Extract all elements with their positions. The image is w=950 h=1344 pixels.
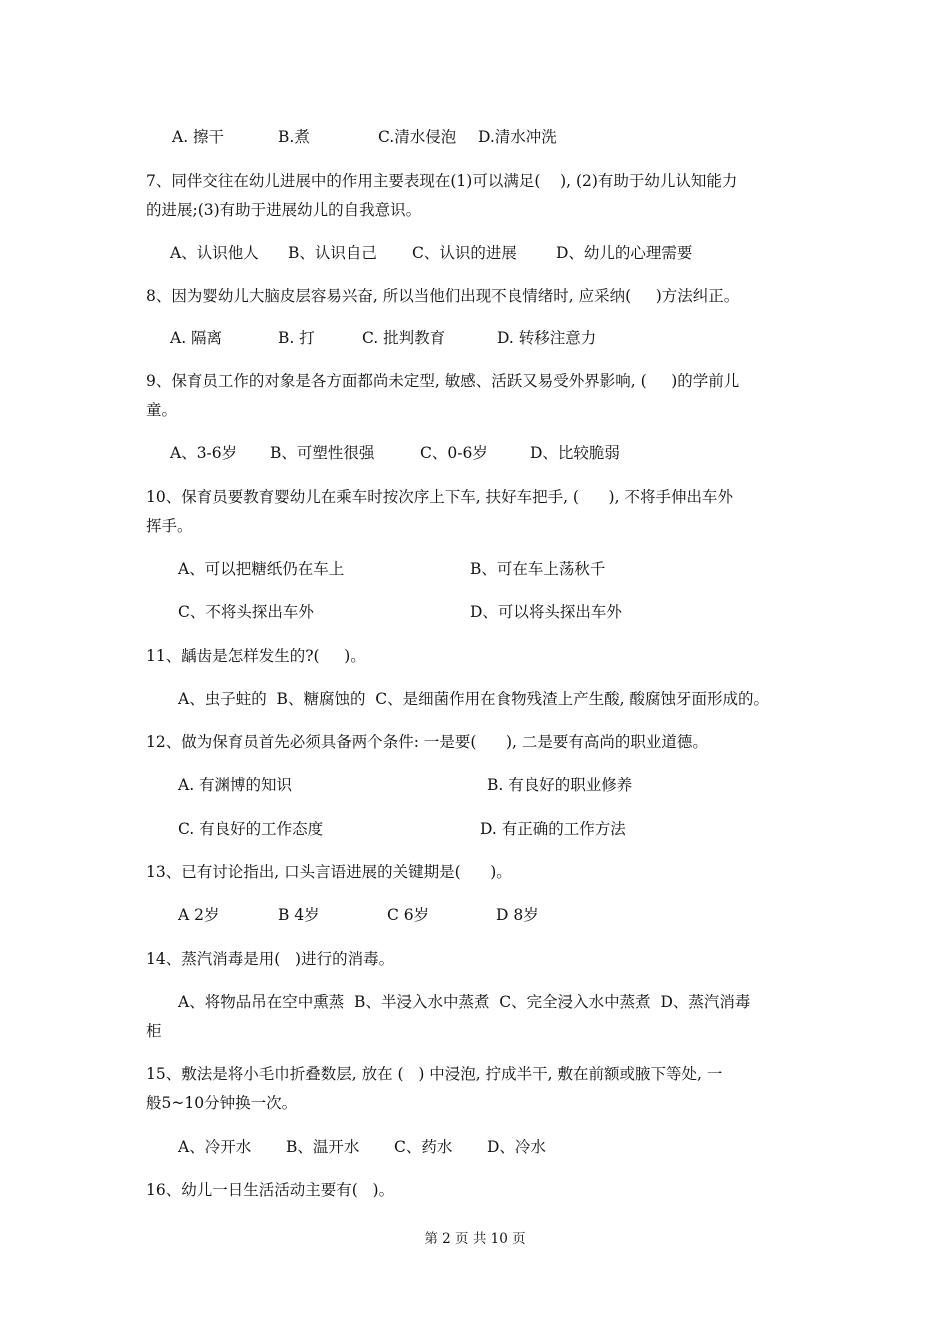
text-line: B、可塑性很强: [270, 444, 375, 462]
text-line: D、冷水: [487, 1138, 546, 1156]
text-line: A、可以把糖纸仍在车上: [178, 560, 345, 578]
text-line: D、比较脆弱: [530, 444, 620, 462]
text-line: A. 擦干: [172, 128, 225, 146]
text-line: C、药水: [394, 1138, 453, 1156]
text-line: D. 转移注意力: [497, 329, 597, 347]
text-line: A. 隔离: [170, 329, 223, 347]
text-line: 13、已有讨论指出, 口头言语进展的关键期是( )。: [146, 863, 512, 881]
text-line: C、认识的进展: [412, 244, 517, 262]
text-line: C 6岁: [387, 906, 430, 924]
text-line: C. 有良好的工作态度: [178, 820, 324, 838]
text-line: B. 有良好的职业修养: [487, 776, 633, 794]
text-line: 11、龋齿是怎样发生的?( )。: [146, 647, 366, 665]
text-line: A 2岁: [178, 906, 220, 924]
text-line: 般5~10分钟换一次。: [146, 1094, 298, 1112]
text-line: 16、幼儿一日生活活动主要有( )。: [146, 1181, 395, 1199]
text-line: B、温开水: [286, 1138, 360, 1156]
text-line: B、认识自己: [288, 244, 377, 262]
text-line: A、3-6岁: [170, 444, 238, 462]
text-line: 10、保育员要教育婴幼儿在乘车时按次序上下车, 扶好车把手, ( ), 不将手伸出车外: [146, 488, 733, 506]
text-line: B 4岁: [278, 906, 320, 924]
page-footer: 第 2 页 共 10 页: [424, 1231, 526, 1247]
text-line: 8、因为婴幼儿大脑皮层容易兴奋, 所以当他们出现不良情绪时, 应采纳( )方法纠正。: [146, 287, 740, 305]
text-line: A、认识他人: [170, 244, 259, 262]
text-line: 柜: [146, 1022, 162, 1040]
text-line: D、幼儿的心理需要: [556, 244, 693, 262]
text-line: 12、做为保育员首先必须具备两个条件: 一是要( ), 二是要有高尚的职业道德。: [146, 733, 708, 751]
text-line: D 8岁: [496, 906, 539, 924]
text-line: C.清水侵泡: [378, 128, 457, 146]
text-line: C、不将头探出车外: [178, 603, 314, 621]
text-line: A、冷开水: [178, 1138, 252, 1156]
text-line: 挥手。: [146, 517, 193, 535]
text-line: C、0-6岁: [420, 444, 488, 462]
text-line: 14、蒸汽消毒是用( )进行的消毒。: [146, 950, 395, 968]
text-line: D、可以将头探出车外: [470, 603, 622, 621]
text-line: 童。: [146, 401, 178, 419]
text-line: B、可在车上荡秋千: [470, 560, 606, 578]
text-line: D. 有正确的工作方法: [480, 820, 626, 838]
text-line: A. 有渊博的知识: [178, 776, 293, 794]
text-line: 的进展;(3)有助于进展幼儿的自我意识。: [146, 201, 422, 219]
text-line: D.清水冲洗: [478, 128, 557, 146]
text-line: C. 批判教育: [362, 329, 446, 347]
text-line: B. 打: [278, 329, 315, 347]
text-line: 7、同伴交往在幼儿进展中的作用主要表现在(1)可以满足( ), (2)有助于幼儿认知能力: [146, 172, 738, 190]
text-line: 15、敷法是将小毛巾折叠数层, 放在 ( ) 中浸泡, 拧成半干, 敷在前额或腋下等处, 一: [146, 1065, 723, 1083]
text-line: A、虫子蛀的 B、糖腐蚀的 C、是细菌作用在食物残渣上产生酸, 酸腐蚀牙面形成的。: [178, 690, 770, 708]
text-line: 9、保育员工作的对象是各方面都尚未定型, 敏感、活跃又易受外界影响, ( )的学前儿: [146, 372, 740, 390]
text-line: B.煮: [278, 128, 310, 146]
text-line: A、将物品吊在空中熏蒸 B、半浸入水中蒸煮 C、完全浸入水中蒸煮 D、蒸汽消毒: [178, 993, 751, 1011]
